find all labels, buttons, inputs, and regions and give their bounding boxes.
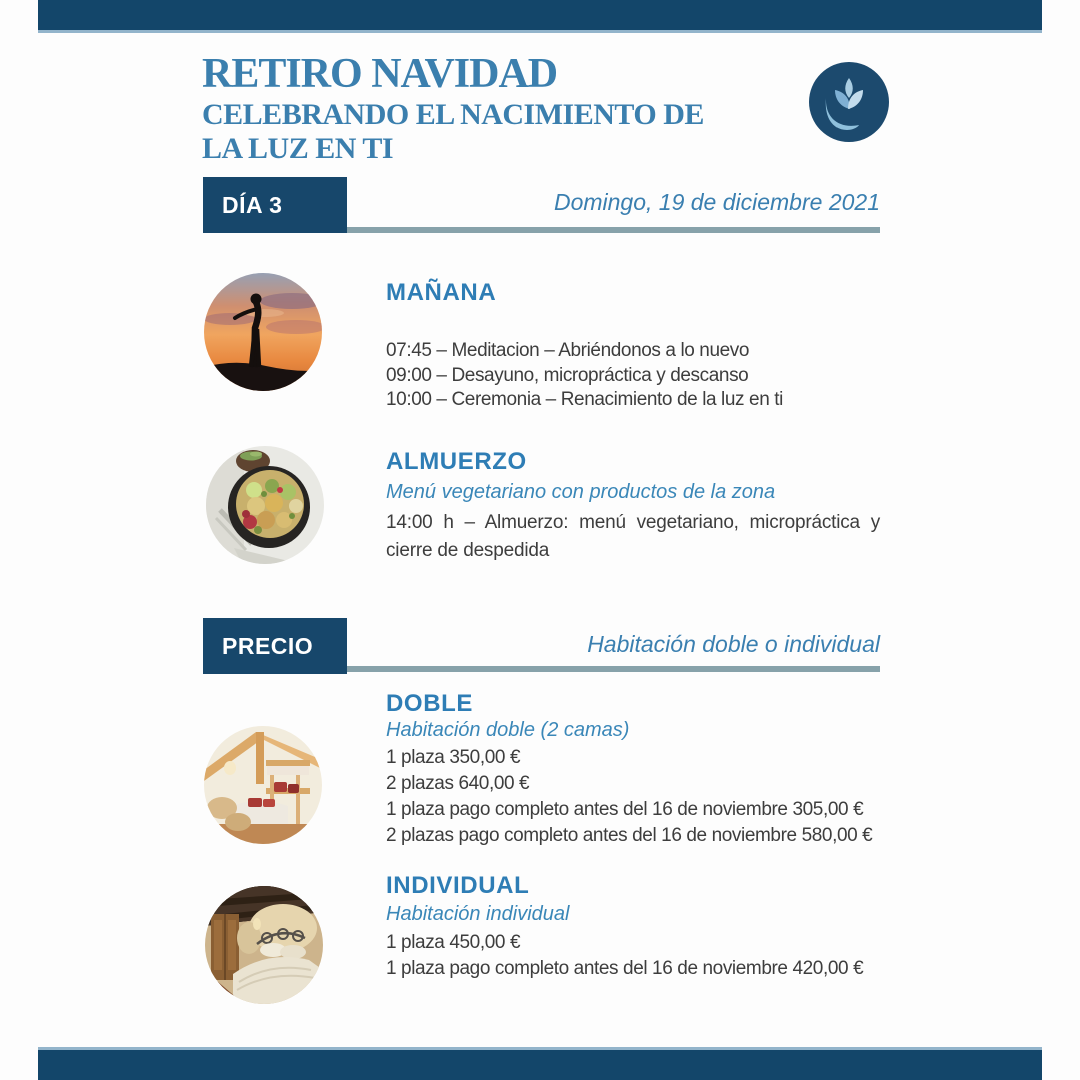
day-badge bbox=[203, 177, 347, 233]
price-note: Habitación doble o individual bbox=[587, 631, 880, 657]
schedule-item: 09:00 – Desayuno, micropráctica y descanso bbox=[386, 364, 749, 386]
morning-heading: MAÑANA bbox=[386, 279, 497, 306]
single-room-heading: INDIVIDUAL bbox=[386, 872, 530, 899]
lunch-heading: ALMUERZO bbox=[386, 448, 527, 475]
single-room-photo bbox=[205, 886, 323, 1004]
price-badge bbox=[203, 618, 347, 674]
double-room-prices bbox=[386, 745, 872, 849]
single-room-subheading: Habitación individual bbox=[386, 903, 570, 925]
price-line: 1 plaza pago completo antes del 16 de noviembre 420,00 € bbox=[386, 958, 864, 979]
single-room-prices bbox=[386, 930, 863, 982]
price-line: 1 plaza 350,00 € bbox=[386, 747, 521, 768]
top-accent-bar bbox=[38, 0, 1042, 33]
morning-photo bbox=[204, 273, 322, 391]
bottom-accent-bar bbox=[38, 1047, 1042, 1080]
price-line: 1 plaza 450,00 € bbox=[386, 932, 521, 953]
price-line: 2 plazas pago completo antes del 16 de noviembre 580,00 € bbox=[386, 825, 873, 846]
date-text: Domingo, 19 de diciembre 2021 bbox=[553, 189, 880, 215]
schedule-item: 07:45 – Meditacion – Abriéndonos a lo nuevo bbox=[386, 340, 750, 361]
lunch-description: 14:00 h – Almuerzo: menú vegetariano, micropráctica y cierre de despedida bbox=[386, 512, 880, 561]
lotus-logo-icon bbox=[809, 62, 889, 142]
double-room-photo bbox=[204, 726, 322, 844]
double-room-heading: DOBLE bbox=[386, 690, 473, 717]
price-badge-label: PRECIO bbox=[222, 632, 314, 659]
page-subtitle: CELEBRANDO EL NACIMIENTO DE LA LUZ EN TI bbox=[202, 98, 704, 165]
schedule-item: 10:00 – Ceremonia – Renacimiento de la luz en ti bbox=[386, 389, 783, 410]
day-badge-label: DÍA 3 bbox=[222, 191, 283, 218]
lunch-subheading: Menú vegetariano con productos de la zona bbox=[386, 481, 776, 503]
price-divider-line bbox=[347, 666, 880, 672]
price-line: 1 plaza pago completo antes del 16 de noviembre 305,00 € bbox=[386, 799, 864, 820]
double-room-subheading: Habitación doble (2 camas) bbox=[386, 719, 630, 741]
day-divider-line bbox=[347, 227, 880, 233]
page-title: RETIRO NAVIDAD bbox=[202, 51, 558, 97]
morning-schedule bbox=[386, 339, 783, 413]
lunch-photo bbox=[206, 446, 324, 564]
price-line: 2 plazas 640,00 € bbox=[386, 773, 530, 794]
